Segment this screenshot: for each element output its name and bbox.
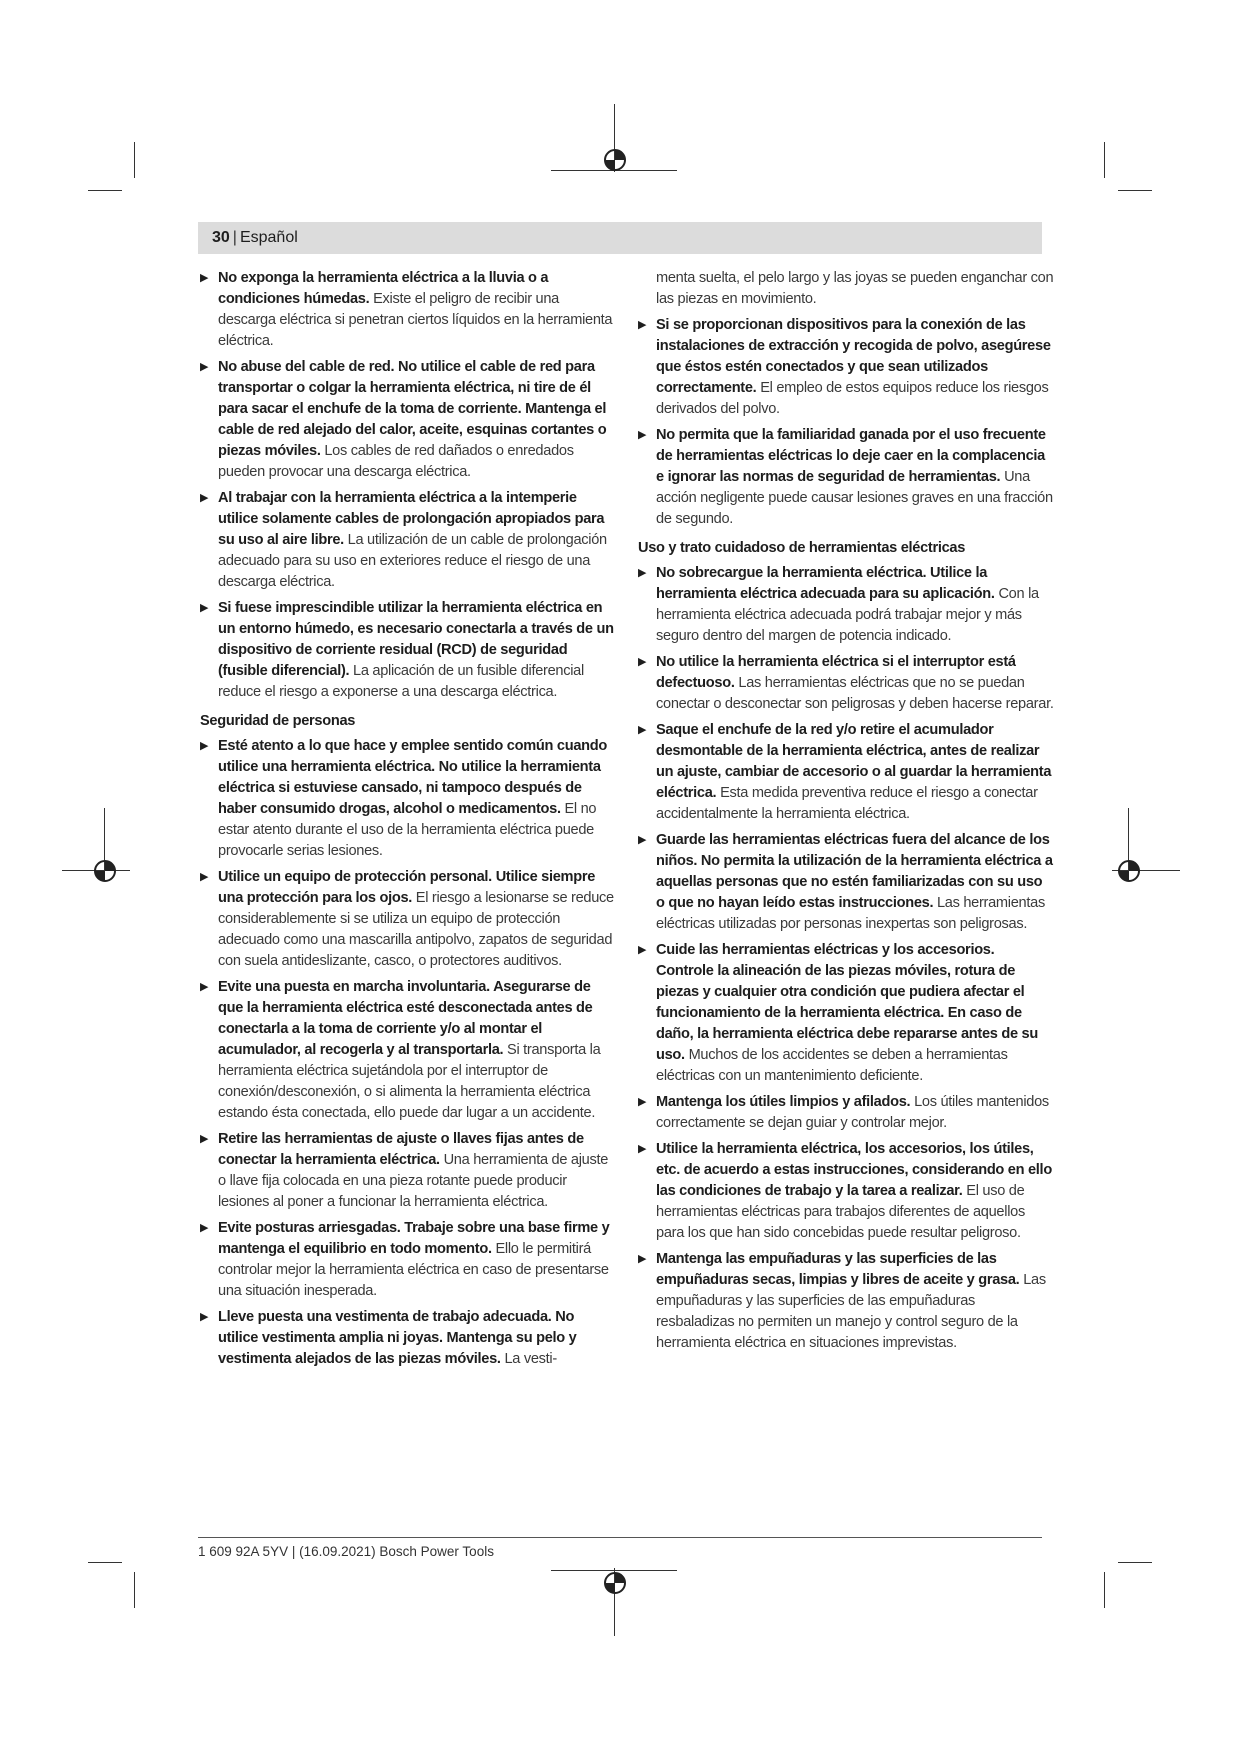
crop-mark [134, 142, 135, 178]
instruction-bold-text: Si fuese imprescindible utilizar la herramienta eléctrica en un entorno húmedo, es necesario conectarla a través de un dispositivo de corriente residual (RCD) de seguridad (fusible diferencial). [218, 600, 614, 679]
instruction-explanation-text: Si transporta la herramienta eléctrica sujetándola por el interruptor de conexión/desconexión, o si alimenta la herramienta eléctrica estando ésta conectada, ello puede dar lugar a un accidente. [218, 1042, 601, 1121]
instruction-explanation-text: La vesti- [504, 1351, 557, 1367]
registration-target-icon [600, 145, 630, 175]
triangle-bullet-icon: ▶ [200, 272, 209, 284]
instruction-explanation-text: El empleo de estos equipos reduce los riesgos derivados del polvo. [656, 380, 1049, 417]
crop-mark [1104, 1572, 1105, 1608]
safety-instruction [638, 1092, 1054, 1134]
instruction-bold-text: No sobrecargue la herramienta eléctrica. Utilice la herramienta eléctrica adecuada para su aplicación. [656, 565, 995, 602]
registration-target-icon [90, 856, 120, 886]
safety-instruction [638, 1139, 1054, 1244]
triangle-bullet-icon: ▶ [638, 567, 647, 579]
instruction-explanation-text: La utilización de un cable de prolongación adecuado para su uso en exteriores reduce el riesgo de una descarga eléctrica. [218, 532, 607, 590]
triangle-bullet-icon: ▶ [200, 1311, 209, 1323]
instruction-explanation-text: Existe el peligro de recibir una descarga eléctrica si penetran ciertos líquidos en la herramienta eléctrica. [218, 291, 613, 349]
section-heading: Seguridad de personas [200, 713, 356, 729]
safety-instruction [200, 736, 614, 862]
triangle-bullet-icon: ▶ [200, 981, 209, 993]
triangle-bullet-icon: ▶ [638, 724, 647, 736]
safety-instruction [200, 598, 614, 703]
instruction-bold-text: Al trabajar con la herramienta eléctrica a la intemperie utilice solamente cables de prolongación apropiados para su uso al aire libre. [218, 490, 605, 548]
safety-instruction [638, 720, 1054, 825]
left-column [200, 268, 614, 1375]
triangle-bullet-icon: ▶ [638, 429, 647, 441]
crop-mark [134, 1572, 135, 1608]
crop-mark [1104, 142, 1105, 178]
safety-instruction [200, 867, 614, 972]
instruction-bold-text: No permita que la familiaridad ganada por el uso frecuente de herramientas eléctricas lo deje caer en la complacencia e ignorar las normas de seguridad de herramientas. [656, 427, 1046, 485]
safety-instruction [200, 488, 614, 593]
page-header [198, 222, 1042, 254]
right-column [638, 268, 1054, 1359]
instruction-explanation-text: Con la herramienta eléctrica adecuada podrá trabajar mejor y más seguro dentro del margen de potencia indicado. [656, 586, 1039, 644]
instruction-bold-text: Mantenga las empuñaduras y las superficies de las empuñaduras secas, limpias y libres de aceite y grasa. [656, 1251, 1020, 1288]
safety-instruction [638, 563, 1054, 647]
safety-instruction [638, 940, 1054, 1087]
safety-instruction [638, 1249, 1054, 1354]
safety-instruction [638, 830, 1054, 935]
crop-mark [88, 1562, 122, 1563]
instruction-bold-text: Si se proporcionan dispositivos para la conexión de las instalaciones de extracción y recogida de polvo, asegúrese que éstos estén conectados y que sean utilizados correctamente. [656, 317, 1051, 396]
triangle-bullet-icon: ▶ [638, 834, 647, 846]
triangle-bullet-icon: ▶ [638, 319, 647, 331]
instruction-bold-text: Lleve puesta una vestimenta de trabajo adecuada. No utilice vestimenta amplia ni joyas. Mantenga su pelo y vestimenta alejados de las piezas móviles. [218, 1309, 577, 1367]
instruction-bold-text: No utilice la herramienta eléctrica si el interruptor está defectuoso. [656, 654, 1016, 691]
instruction-explanation-text: Los útiles mantenidos correctamente se dejan guiar y controlar mejor. [656, 1094, 1049, 1131]
instruction-explanation-text: Las herramientas eléctricas que no se puedan conectar o desconectar son peligrosas y deben hacerse reparar. [656, 675, 1054, 712]
header-language: Español [239, 229, 298, 246]
safety-instruction [200, 357, 614, 483]
instruction-explanation-text: Los cables de red dañados o enredados pueden provocar una descarga eléctrica. [218, 443, 574, 480]
triangle-bullet-icon: ▶ [200, 361, 209, 373]
instruction-bold-text: Utilice un equipo de protección personal. Utilice siempre una protección para los ojos. [218, 869, 596, 906]
triangle-bullet-icon: ▶ [200, 1133, 209, 1145]
instruction-bold-text: Evite una puesta en marcha involuntaria. Asegurarse de que la herramienta eléctrica esté desconectada antes de conectarla a la toma de corriente y/o al montar el acumulador, al recogerla y al transportarla. [218, 979, 593, 1058]
triangle-bullet-icon: ▶ [638, 1253, 647, 1265]
instruction-bold-text: Saque el enchufe de la red y/o retire el acumulador desmontable de la herramienta eléctrica, antes de realizar un ajuste, cambiar de accesorio o al guardar la herramienta eléctrica. [656, 722, 1052, 801]
safety-instruction [638, 425, 1054, 530]
safety-instruction [200, 1307, 614, 1370]
instruction-explanation-text: Una herramienta de ajuste o llave fija colocada en una pieza rotante puede producir lesiones al poner a funcionar la herramienta eléctrica. [218, 1152, 609, 1210]
section-heading: Uso y trato cuidadoso de herramientas eléctricas [638, 540, 966, 556]
instruction-bold-text: Retire las herramientas de ajuste o llaves fijas antes de conectar la herramienta eléctrica. [218, 1131, 584, 1168]
instruction-bold-text: Evite posturas arriesgadas. Trabaje sobre una base firme y mantenga el equilibrio en todo momento. [218, 1220, 610, 1257]
triangle-bullet-icon: ▶ [200, 740, 209, 752]
triangle-bullet-icon: ▶ [638, 1143, 647, 1155]
registration-target-icon [600, 1568, 630, 1598]
instruction-bold-text: Esté atento a lo que hace y emplee sentido común cuando utilice una herramienta eléctrica. No utilice la herramienta eléctrica si estuviese cansado, ni tampoco después de haber consumido drogas, alcohol o medicamentos. [218, 738, 607, 817]
continuation-text: menta suelta, el pelo largo y las joyas se pueden enganchar con las piezas en movimiento. [656, 270, 1054, 307]
triangle-bullet-icon: ▶ [200, 1222, 209, 1234]
instruction-explanation-text: El uso de herramientas eléctricas para trabajos diferentes de aquellos para los que han sido concebidas puede resultar peligroso. [656, 1183, 1025, 1241]
crop-mark [88, 190, 122, 191]
safety-instruction [200, 977, 614, 1124]
registration-target-icon [1114, 856, 1144, 886]
triangle-bullet-icon: ▶ [638, 944, 647, 956]
safety-instruction [200, 268, 614, 352]
triangle-bullet-icon: ▶ [638, 1096, 647, 1108]
triangle-bullet-icon: ▶ [200, 871, 209, 883]
instruction-explanation-text: Las herramientas eléctricas utilizadas por personas inexpertas son peligrosas. [656, 895, 1045, 932]
instruction-explanation-text: El no estar atento durante el uso de la herramienta eléctrica puede provocarle serias lesiones. [218, 801, 597, 859]
triangle-bullet-icon: ▶ [638, 656, 647, 668]
header-separator: | [232, 229, 237, 246]
safety-instruction [200, 1218, 614, 1302]
crop-mark [1118, 1562, 1152, 1563]
instruction-bold-text: Mantenga los útiles limpios y afilados. [656, 1094, 911, 1110]
triangle-bullet-icon: ▶ [200, 602, 209, 614]
instruction-explanation-text: El riesgo a lesionarse se reduce considerablemente si se utiliza un equipo de protección adecuado como una mascarilla antipolvo, zapatos de seguridad con suela antideslizante, casco, o protectores auditivos. [218, 890, 614, 969]
crop-mark [1118, 190, 1152, 191]
page-number: 30 [212, 229, 230, 246]
instruction-explanation-text: Muchos de los accidentes se deben a herramientas eléctricas con un mantenimiento deficiente. [656, 1047, 1008, 1084]
triangle-bullet-icon: ▶ [200, 492, 209, 504]
instruction-explanation-text: Las empuñaduras y las superficies de las empuñaduras resbaladizas no permiten un manejo y control seguro de la herramienta eléctrica en situaciones imprevistas. [656, 1272, 1046, 1351]
instruction-bold-text: Cuide las herramientas eléctricas y los accesorios. Controle la alineación de las piezas móviles, rotura de piezas y cualquier otra condición que pudiera afectar el funcionamiento de la herramienta eléctrica. En caso de daño, la herramienta eléctrica debe repararse antes de su uso. [656, 942, 1038, 1063]
instruction-explanation-text: Una acción negligente puede causar lesiones graves en una fracción de segundo. [656, 469, 1053, 527]
instruction-bold-text: No exponga la herramienta eléctrica a la lluvia o a condiciones húmedas. [218, 270, 549, 307]
instruction-bold-text: Utilice la herramienta eléctrica, los accesorios, los útiles, etc. de acuerdo a estas instrucciones, considerando en ello las condiciones de trabajo y la tarea a realizar. [656, 1141, 1052, 1199]
safety-instruction [638, 652, 1054, 715]
instruction-explanation-text: Esta medida preventiva reduce el riesgo a conectar accidentalmente la herramienta eléctrica. [656, 785, 1038, 822]
footer-text: 1 609 92A 5YV | (16.09.2021) Bosch Power Tools [198, 1544, 494, 1559]
safety-instruction [200, 1129, 614, 1213]
instruction-explanation-text: Ello le permitirá controlar mejor la herramienta eléctrica en caso de presentarse una situación inesperada. [218, 1241, 609, 1299]
footer-rule [198, 1537, 1042, 1538]
instruction-bold-text: No abuse del cable de red. No utilice el cable de red para transportar o colgar la herramienta eléctrica, ni tire de él para sacar el enchufe de la toma de corriente. Mantenga el cable de red alejado del calor, aceite, esquinas cortantes o piezas móviles. [218, 359, 607, 459]
safety-instruction [638, 315, 1054, 420]
instruction-bold-text: Guarde las herramientas eléctricas fuera del alcance de los niños. No permita la utilización de la herramienta eléctrica a aquellas personas que no estén familiarizadas con su uso o que no hayan leído estas instrucciones. [656, 832, 1053, 911]
instruction-explanation-text: La aplicación de un fusible diferencial reduce el riesgo a exponerse a una descarga eléctrica. [218, 663, 584, 700]
